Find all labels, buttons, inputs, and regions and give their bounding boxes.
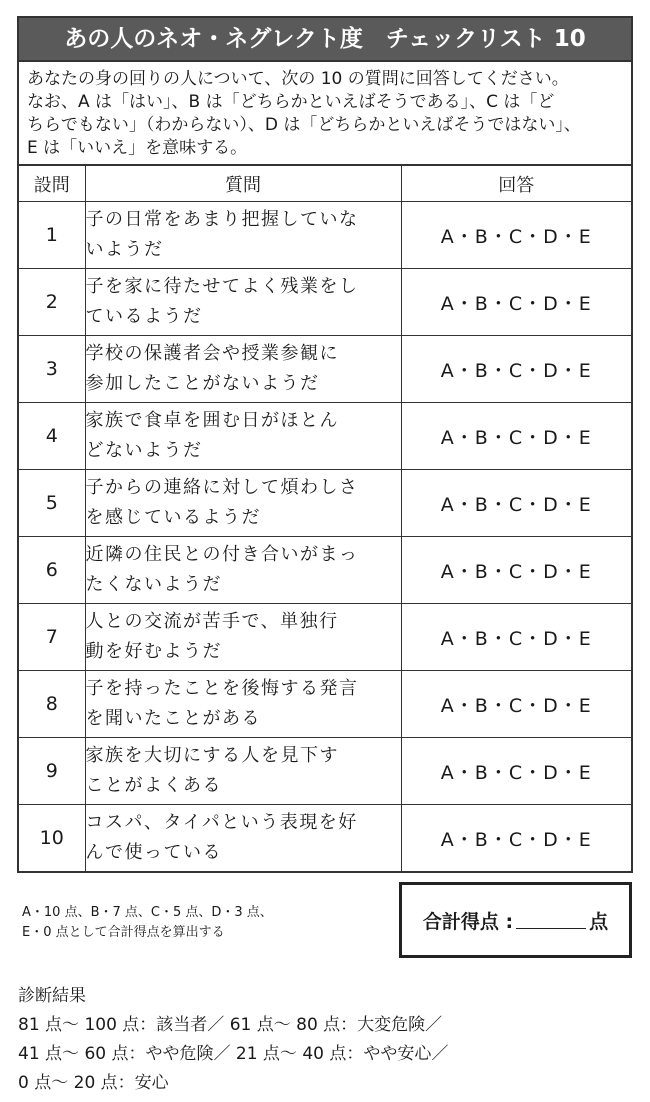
instructions-line: E は「いいえ」を意味する。 — [27, 138, 248, 158]
header-question-number: 設問 — [19, 166, 85, 202]
question-text — [85, 269, 401, 336]
instructions-line: なお、A は「はい」、B は「どちらかといえばそうである」、C は「ど — [27, 92, 555, 112]
question-text-line: 子を家に待たせてよく残業をし — [85, 276, 359, 297]
question-text-line: どないようだ — [85, 440, 203, 461]
answer-options[interactable]: A・B・C・D・E — [401, 336, 631, 403]
question-text — [85, 470, 401, 537]
diagnosis-line: 41 点～ 60 点：やや危険／ 21 点～ 40 点：やや安心／ — [18, 1044, 449, 1064]
answer-options[interactable]: A・B・C・D・E — [401, 604, 631, 671]
scoring-note — [22, 903, 382, 943]
question-row — [19, 805, 631, 872]
instructions — [19, 62, 631, 166]
question-text — [85, 604, 401, 671]
question-text — [85, 671, 401, 738]
question-text-line: 家族で食卓を囲む日がほとん — [85, 410, 339, 431]
question-row — [19, 269, 631, 336]
question-number: 10 — [19, 805, 85, 872]
question-number: 9 — [19, 738, 85, 805]
question-text-line: たくないようだ — [85, 574, 222, 595]
question-row — [19, 202, 631, 269]
question-text-line: 子の日常をあまり把握していな — [85, 209, 359, 230]
question-row — [19, 604, 631, 671]
question-text-line: 子を持ったことを後悔する発言 — [85, 678, 359, 699]
question-text — [85, 738, 401, 805]
table-header-row — [19, 166, 631, 202]
question-text-line: 参加したことがないようだ — [85, 373, 320, 394]
scoring-note-line: E・0 点として合計得点を算出する — [22, 925, 225, 940]
answer-options[interactable]: A・B・C・D・E — [401, 470, 631, 537]
question-text — [85, 537, 401, 604]
question-number: 2 — [19, 269, 85, 336]
diagnosis-section — [18, 982, 448, 1098]
question-number: 3 — [19, 336, 85, 403]
question-number: 5 — [19, 470, 85, 537]
question-row — [19, 470, 631, 537]
total-score-unit: 点 — [589, 910, 609, 933]
instructions-line: ちらでもない」（わからない）、D は「どちらかといえばそうではない」、 — [27, 115, 581, 135]
diagnosis-line: 0 点～ 20 点：安心 — [18, 1073, 169, 1093]
answer-options[interactable]: A・B・C・D・E — [401, 738, 631, 805]
question-text-line: いようだ — [85, 239, 164, 260]
question-text-line: ているようだ — [85, 306, 203, 327]
diagnosis-heading: 診断結果 — [18, 986, 86, 1006]
header-question: 質問 — [85, 166, 401, 202]
answer-options[interactable]: A・B・C・D・E — [401, 269, 631, 336]
question-text-line: 近隣の住民との付き合いがまっ — [85, 544, 359, 565]
question-row — [19, 671, 631, 738]
answer-options[interactable]: A・B・C・D・E — [401, 671, 631, 738]
question-text-line: 家族を大切にする人を見下す — [85, 745, 339, 766]
question-text — [85, 403, 401, 470]
question-row — [19, 738, 631, 805]
question-text-line: 動を好むようだ — [85, 641, 222, 662]
total-score-blank[interactable] — [516, 912, 586, 929]
answer-options[interactable]: A・B・C・D・E — [401, 537, 631, 604]
answer-options[interactable]: A・B・C・D・E — [401, 202, 631, 269]
checklist-frame — [17, 16, 633, 873]
question-text-line: コスパ、タイパという表現を好 — [85, 812, 358, 833]
question-text-line: 学校の保護者会や授業参観に — [85, 343, 339, 364]
question-row — [19, 336, 631, 403]
instructions-line: あなたの身の回りの人について、次の 10 の質問に回答してください。 — [27, 69, 569, 89]
question-text-line: を感じているようだ — [85, 507, 261, 528]
total-score-box[interactable] — [399, 882, 632, 958]
question-number: 7 — [19, 604, 85, 671]
question-text — [85, 202, 401, 269]
answer-options[interactable]: A・B・C・D・E — [401, 805, 631, 872]
question-table — [19, 166, 631, 871]
answer-options[interactable]: A・B・C・D・E — [401, 403, 631, 470]
question-number: 4 — [19, 403, 85, 470]
question-row — [19, 403, 631, 470]
total-score-label: 合計得点 : — [422, 910, 514, 933]
header-answer: 回答 — [401, 166, 631, 202]
question-text-line: ことがよくある — [85, 775, 222, 796]
question-number: 1 — [19, 202, 85, 269]
question-text-line: 人との交流が苦手で、単独行 — [85, 611, 339, 632]
scoring-note-line: A・10 点、B・7 点、C・5 点、D・3 点、 — [22, 905, 273, 920]
question-text-line: んで使っている — [85, 842, 222, 863]
question-number: 8 — [19, 671, 85, 738]
question-text-line: を聞いたことがある — [85, 708, 261, 729]
checklist-title: あの人のネオ・ネグレクト度 チェックリスト 10 — [19, 18, 631, 62]
question-number: 6 — [19, 537, 85, 604]
question-text — [85, 336, 401, 403]
question-row — [19, 537, 631, 604]
diagnosis-line: 81 点～ 100 点：該当者／ 61 点～ 80 点：大変危険／ — [18, 1015, 443, 1035]
question-text — [85, 805, 401, 872]
question-text-line: 子からの連絡に対して煩わしさ — [85, 477, 359, 498]
